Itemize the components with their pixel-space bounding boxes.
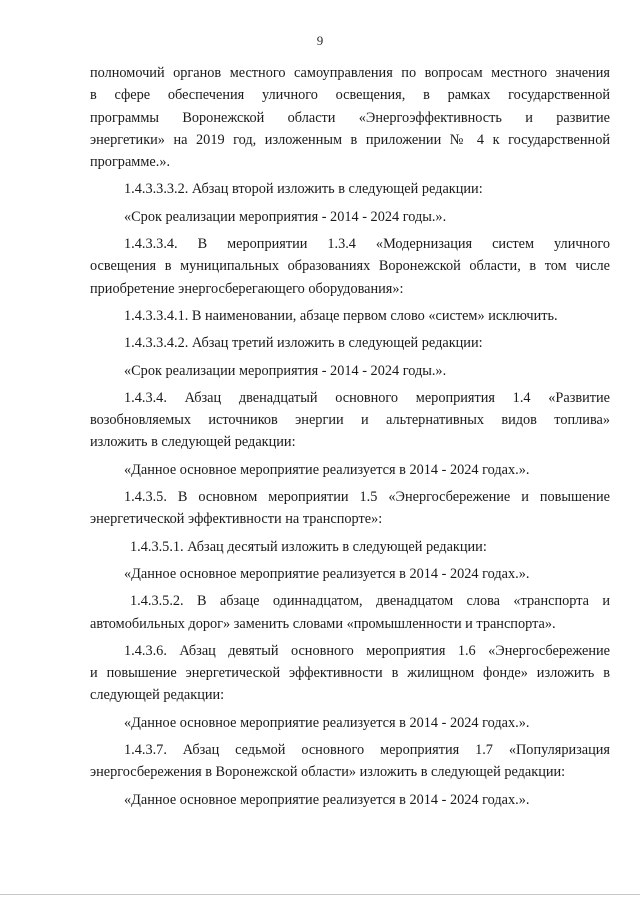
text-line: «Данное основное мероприятие реализуется в 2014 - 2024 годах.».: [124, 461, 530, 478]
text-line: «Срок реализации мероприятия - 2014 - 2024 годы.».: [124, 362, 447, 379]
paragraph-quote: [90, 360, 610, 382]
paragraph-1-4-3-4: [90, 387, 610, 454]
paragraph-1-4-3-5-1: [90, 536, 610, 558]
paragraph-continuation: [90, 62, 610, 173]
text-line: программе.».: [90, 154, 171, 171]
paragraph-quote: [90, 459, 610, 481]
paragraph-1-4-3-3-3-2: [90, 178, 610, 200]
text-line: 1.4.3.6. Абзац девятый основного мероприятия 1.6 «Энергосбережение: [124, 642, 610, 659]
paragraph-1-4-3-5-2: [90, 590, 610, 635]
text-line: 1.4.3.7. Абзац седьмой основного мероприятия 1.7 «Популяризация: [124, 742, 610, 759]
text-line: 1.4.3.5.1. Абзац десятый изложить в следующей редакции:: [130, 538, 487, 555]
paragraph-1-4-3-7: [90, 739, 610, 784]
paragraph-quote: [90, 712, 610, 734]
paragraph-1-4-3-3-4-2: [90, 332, 610, 354]
text-line: в сфере обеспечения уличного освещения, в рамках государственной: [90, 87, 610, 104]
text-line: возобновляемых источников энергии и альтернативных видов топлива»: [90, 412, 610, 429]
text-line: энергетики» на 2019 год, изложенным в приложении № 4 к государственной: [90, 131, 610, 148]
text-line: 1.4.3.3.3.2. Абзац второй изложить в следующей редакции:: [124, 181, 483, 198]
text-line: 1.4.3.4. Абзац двенадцатый основного мероприятия 1.4 «Развитие: [124, 389, 610, 406]
text-line: энергетической эффективности на транспорте»:: [90, 511, 383, 528]
text-line: следующей редакции:: [90, 687, 225, 704]
text-line: полномочий органов местного самоуправления по вопросам местного значения: [90, 65, 610, 81]
scan-edge-line: [0, 894, 640, 895]
text-line: и повышение энергетической эффективности в жилищном фонде» изложить в: [90, 665, 610, 682]
text-line: приобретение энергосберегающего оборудования»:: [90, 280, 404, 297]
text-line: «Срок реализации мероприятия - 2014 - 2024 годы.».: [124, 208, 447, 225]
text-line: 1.4.3.5.2. В абзаце одиннадцатом, двенадцатом слова «транспорта и: [130, 593, 610, 610]
text-line: 1.4.3.3.4. В мероприятии 1.3.4 «Модернизация систем уличного: [124, 236, 610, 253]
text-line: 1.4.3.5. В основном мероприятии 1.5 «Энергосбережение и повышение: [124, 489, 610, 506]
paragraph-1-4-3-3-4-1: [90, 305, 610, 327]
text-line: 1.4.3.3.4.1. В наименовании, абзаце первом слово «систем» исключить.: [124, 307, 558, 324]
document-body: [90, 62, 610, 811]
paragraph-quote: [90, 563, 610, 585]
text-line: 1.4.3.3.4.2. Абзац третий изложить в следующей редакции:: [124, 335, 483, 352]
text-line: изложить в следующей редакции:: [90, 434, 296, 451]
text-line: «Данное основное мероприятие реализуется в 2014 - 2024 годах.».: [124, 565, 530, 582]
text-line: автомобильных дорог» заменить словами «промышленности и транспорта».: [90, 615, 556, 632]
paragraph-1-4-3-5: [90, 486, 610, 531]
paragraph-1-4-3-3-4: [90, 233, 610, 300]
page-number: 9: [316, 33, 324, 48]
text-line: «Данное основное мероприятие реализуется в 2014 - 2024 годах.».: [124, 714, 530, 731]
text-line: освещения в муниципальных образованиях Воронежской области, в том числе: [90, 258, 610, 275]
paragraph-quote: [90, 789, 610, 811]
text-line: «Данное основное мероприятие реализуется в 2014 - 2024 годах.».: [124, 791, 530, 808]
paragraph-quote: [90, 206, 610, 228]
text-line: программы Воронежской области «Энергоэффективность и развитие: [90, 109, 610, 126]
text-line: энергосбережения в Воронежской области» изложить в следующей редакции:: [90, 764, 566, 781]
paragraph-1-4-3-6: [90, 640, 610, 707]
